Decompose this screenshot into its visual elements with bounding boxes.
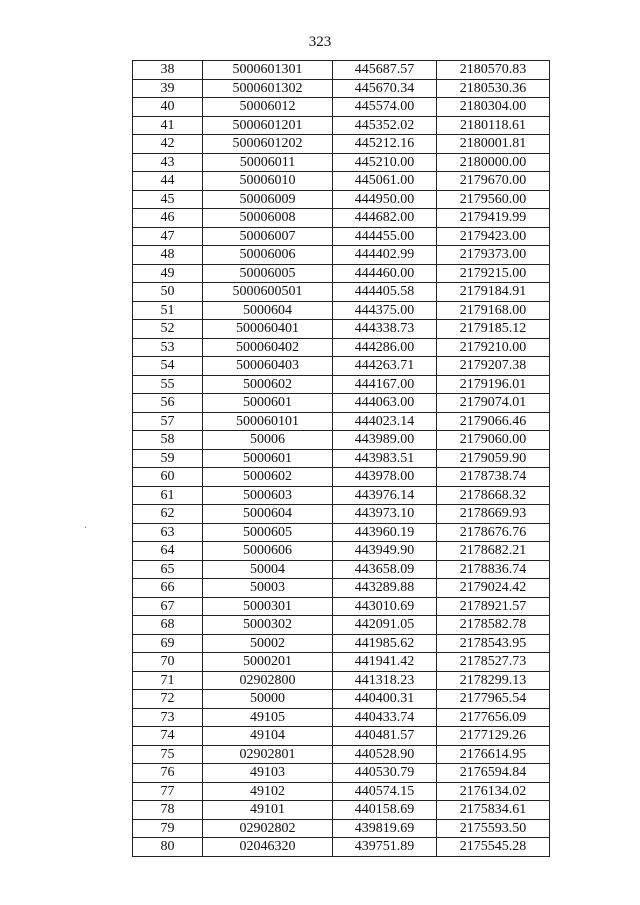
point-number-cell: 44 bbox=[133, 172, 203, 191]
point-number-cell: 76 bbox=[133, 764, 203, 783]
y-coordinate-cell: 2177965.54 bbox=[437, 690, 550, 709]
point-number-cell: 56 bbox=[133, 394, 203, 413]
x-coordinate-cell: 445352.02 bbox=[333, 116, 437, 135]
x-coordinate-cell: 442091.05 bbox=[333, 616, 437, 635]
point-number-cell: 62 bbox=[133, 505, 203, 524]
table-row bbox=[133, 264, 550, 283]
table-row bbox=[133, 560, 550, 579]
point-number-cell: 67 bbox=[133, 597, 203, 616]
table-row bbox=[133, 357, 550, 376]
point-number-cell: 43 bbox=[133, 153, 203, 172]
point-id-cell: 5000603 bbox=[203, 486, 333, 505]
table-row bbox=[133, 116, 550, 135]
table-row bbox=[133, 597, 550, 616]
point-id-cell: 50004 bbox=[203, 560, 333, 579]
point-id-cell: 5000302 bbox=[203, 616, 333, 635]
table-row bbox=[133, 764, 550, 783]
x-coordinate-cell: 443978.00 bbox=[333, 468, 437, 487]
point-number-cell: 68 bbox=[133, 616, 203, 635]
point-id-cell: 5000601301 bbox=[203, 61, 333, 80]
point-number-cell: 60 bbox=[133, 468, 203, 487]
point-number-cell: 63 bbox=[133, 523, 203, 542]
table-row bbox=[133, 431, 550, 450]
point-number-cell: 48 bbox=[133, 246, 203, 265]
point-id-cell: 5000605 bbox=[203, 523, 333, 542]
point-id-cell: 500060402 bbox=[203, 338, 333, 357]
table-row bbox=[133, 98, 550, 117]
x-coordinate-cell: 440574.15 bbox=[333, 782, 437, 801]
table-row bbox=[133, 394, 550, 413]
point-number-cell: 80 bbox=[133, 838, 203, 857]
x-coordinate-cell: 440530.79 bbox=[333, 764, 437, 783]
point-id-cell: 5000601 bbox=[203, 449, 333, 468]
table-row bbox=[133, 449, 550, 468]
page-number: 323 bbox=[308, 34, 332, 50]
y-coordinate-cell: 2178527.73 bbox=[437, 653, 550, 672]
x-coordinate-cell: 444950.00 bbox=[333, 190, 437, 209]
y-coordinate-cell: 2178682.21 bbox=[437, 542, 550, 561]
y-coordinate-cell: 2180001.81 bbox=[437, 135, 550, 154]
x-coordinate-cell: 444263.71 bbox=[333, 357, 437, 376]
table-row bbox=[133, 246, 550, 265]
y-coordinate-cell: 2180530.36 bbox=[437, 79, 550, 98]
y-coordinate-cell: 2178738.74 bbox=[437, 468, 550, 487]
table-row bbox=[133, 153, 550, 172]
point-number-cell: 41 bbox=[133, 116, 203, 135]
x-coordinate-cell: 444338.73 bbox=[333, 320, 437, 339]
point-number-cell: 40 bbox=[133, 98, 203, 117]
point-id-cell: 49102 bbox=[203, 782, 333, 801]
point-number-cell: 75 bbox=[133, 745, 203, 764]
table-row bbox=[133, 190, 550, 209]
point-id-cell: 49105 bbox=[203, 708, 333, 727]
point-id-cell: 5000604 bbox=[203, 301, 333, 320]
x-coordinate-cell: 440481.57 bbox=[333, 727, 437, 746]
y-coordinate-cell: 2178669.93 bbox=[437, 505, 550, 524]
x-coordinate-cell: 444286.00 bbox=[333, 338, 437, 357]
y-coordinate-cell: 2178676.76 bbox=[437, 523, 550, 542]
x-coordinate-cell: 439751.89 bbox=[333, 838, 437, 857]
point-id-cell: 5000201 bbox=[203, 653, 333, 672]
point-id-cell: 5000601 bbox=[203, 394, 333, 413]
y-coordinate-cell: 2176134.02 bbox=[437, 782, 550, 801]
point-number-cell: 51 bbox=[133, 301, 203, 320]
point-id-cell: 5000601302 bbox=[203, 79, 333, 98]
table-row bbox=[133, 634, 550, 653]
point-id-cell: 500060403 bbox=[203, 357, 333, 376]
table-row bbox=[133, 579, 550, 598]
y-coordinate-cell: 2179207.38 bbox=[437, 357, 550, 376]
point-number-cell: 78 bbox=[133, 801, 203, 820]
x-coordinate-cell: 443010.69 bbox=[333, 597, 437, 616]
table-row bbox=[133, 782, 550, 801]
y-coordinate-cell: 2176594.84 bbox=[437, 764, 550, 783]
x-coordinate-cell: 443949.90 bbox=[333, 542, 437, 561]
y-coordinate-cell: 2180000.00 bbox=[437, 153, 550, 172]
point-id-cell: 50006008 bbox=[203, 209, 333, 228]
y-coordinate-cell: 2179168.00 bbox=[437, 301, 550, 320]
x-coordinate-cell: 440158.69 bbox=[333, 801, 437, 820]
point-number-cell: 69 bbox=[133, 634, 203, 653]
coordinate-table bbox=[132, 60, 550, 857]
point-id-cell: 49103 bbox=[203, 764, 333, 783]
point-id-cell: 5000301 bbox=[203, 597, 333, 616]
point-number-cell: 52 bbox=[133, 320, 203, 339]
x-coordinate-cell: 444402.99 bbox=[333, 246, 437, 265]
point-number-cell: 42 bbox=[133, 135, 203, 154]
x-coordinate-cell: 441941.42 bbox=[333, 653, 437, 672]
x-coordinate-cell: 440528.90 bbox=[333, 745, 437, 764]
point-id-cell: 50000 bbox=[203, 690, 333, 709]
y-coordinate-cell: 2175545.28 bbox=[437, 838, 550, 857]
point-number-cell: 46 bbox=[133, 209, 203, 228]
x-coordinate-cell: 443658.09 bbox=[333, 560, 437, 579]
point-id-cell: 02902802 bbox=[203, 819, 333, 838]
table-row bbox=[133, 542, 550, 561]
table-row bbox=[133, 801, 550, 820]
point-number-cell: 47 bbox=[133, 227, 203, 246]
table-row bbox=[133, 745, 550, 764]
point-id-cell: 49104 bbox=[203, 727, 333, 746]
point-number-cell: 64 bbox=[133, 542, 203, 561]
x-coordinate-cell: 445212.16 bbox=[333, 135, 437, 154]
y-coordinate-cell: 2178668.32 bbox=[437, 486, 550, 505]
x-coordinate-cell: 443989.00 bbox=[333, 431, 437, 450]
y-coordinate-cell: 2179419.99 bbox=[437, 209, 550, 228]
y-coordinate-cell: 2179215.00 bbox=[437, 264, 550, 283]
y-coordinate-cell: 2179184.91 bbox=[437, 283, 550, 302]
x-coordinate-cell: 439819.69 bbox=[333, 819, 437, 838]
table-row bbox=[133, 838, 550, 857]
table-row bbox=[133, 283, 550, 302]
point-number-cell: 70 bbox=[133, 653, 203, 672]
point-number-cell: 77 bbox=[133, 782, 203, 801]
table-row bbox=[133, 338, 550, 357]
x-coordinate-cell: 445061.00 bbox=[333, 172, 437, 191]
point-number-cell: 79 bbox=[133, 819, 203, 838]
point-id-cell: 5000602 bbox=[203, 375, 333, 394]
y-coordinate-cell: 2179373.00 bbox=[437, 246, 550, 265]
table-row bbox=[133, 708, 550, 727]
point-id-cell: 5000601202 bbox=[203, 135, 333, 154]
table-row bbox=[133, 412, 550, 431]
point-number-cell: 55 bbox=[133, 375, 203, 394]
point-number-cell: 65 bbox=[133, 560, 203, 579]
table-row bbox=[133, 616, 550, 635]
point-id-cell: 50006009 bbox=[203, 190, 333, 209]
x-coordinate-cell: 445687.57 bbox=[333, 61, 437, 80]
point-id-cell: 5000604 bbox=[203, 505, 333, 524]
y-coordinate-cell: 2179560.00 bbox=[437, 190, 550, 209]
x-coordinate-cell: 440400.31 bbox=[333, 690, 437, 709]
coordinate-table-body bbox=[133, 61, 550, 857]
point-id-cell: 5000601201 bbox=[203, 116, 333, 135]
point-number-cell: 72 bbox=[133, 690, 203, 709]
y-coordinate-cell: 2179066.46 bbox=[437, 412, 550, 431]
point-number-cell: 39 bbox=[133, 79, 203, 98]
y-coordinate-cell: 2179185.12 bbox=[437, 320, 550, 339]
point-number-cell: 58 bbox=[133, 431, 203, 450]
point-id-cell: 50006 bbox=[203, 431, 333, 450]
table-row bbox=[133, 61, 550, 80]
x-coordinate-cell: 444455.00 bbox=[333, 227, 437, 246]
x-coordinate-cell: 441318.23 bbox=[333, 671, 437, 690]
point-number-cell: 57 bbox=[133, 412, 203, 431]
point-number-cell: 50 bbox=[133, 283, 203, 302]
point-number-cell: 59 bbox=[133, 449, 203, 468]
x-coordinate-cell: 443960.19 bbox=[333, 523, 437, 542]
point-id-cell: 5000602 bbox=[203, 468, 333, 487]
point-id-cell: 50006010 bbox=[203, 172, 333, 191]
table-row bbox=[133, 227, 550, 246]
x-coordinate-cell: 441985.62 bbox=[333, 634, 437, 653]
point-id-cell: 50006011 bbox=[203, 153, 333, 172]
point-number-cell: 45 bbox=[133, 190, 203, 209]
y-coordinate-cell: 2175593.50 bbox=[437, 819, 550, 838]
point-number-cell: 73 bbox=[133, 708, 203, 727]
point-number-cell: 53 bbox=[133, 338, 203, 357]
table-row bbox=[133, 505, 550, 524]
table-row bbox=[133, 172, 550, 191]
y-coordinate-cell: 2179210.00 bbox=[437, 338, 550, 357]
y-coordinate-cell: 2175834.61 bbox=[437, 801, 550, 820]
point-number-cell: 49 bbox=[133, 264, 203, 283]
x-coordinate-cell: 444167.00 bbox=[333, 375, 437, 394]
point-id-cell: 50006006 bbox=[203, 246, 333, 265]
y-coordinate-cell: 2177656.09 bbox=[437, 708, 550, 727]
y-coordinate-cell: 2179196.01 bbox=[437, 375, 550, 394]
y-coordinate-cell: 2179423.00 bbox=[437, 227, 550, 246]
table-row bbox=[133, 671, 550, 690]
x-coordinate-cell: 444063.00 bbox=[333, 394, 437, 413]
table-row bbox=[133, 468, 550, 487]
point-id-cell: 02902801 bbox=[203, 745, 333, 764]
x-coordinate-cell: 443289.88 bbox=[333, 579, 437, 598]
point-id-cell: 50006005 bbox=[203, 264, 333, 283]
point-number-cell: 66 bbox=[133, 579, 203, 598]
point-id-cell: 500060101 bbox=[203, 412, 333, 431]
y-coordinate-cell: 2180118.61 bbox=[437, 116, 550, 135]
x-coordinate-cell: 444460.00 bbox=[333, 264, 437, 283]
y-coordinate-cell: 2180304.00 bbox=[437, 98, 550, 117]
point-number-cell: 38 bbox=[133, 61, 203, 80]
y-coordinate-cell: 2176614.95 bbox=[437, 745, 550, 764]
x-coordinate-cell: 445210.00 bbox=[333, 153, 437, 172]
x-coordinate-cell: 443976.14 bbox=[333, 486, 437, 505]
table-row bbox=[133, 819, 550, 838]
table-row bbox=[133, 727, 550, 746]
point-id-cell: 50002 bbox=[203, 634, 333, 653]
x-coordinate-cell: 444405.58 bbox=[333, 283, 437, 302]
x-coordinate-cell: 440433.74 bbox=[333, 708, 437, 727]
point-id-cell: 02046320 bbox=[203, 838, 333, 857]
point-number-cell: 71 bbox=[133, 671, 203, 690]
y-coordinate-cell: 2180570.83 bbox=[437, 61, 550, 80]
y-coordinate-cell: 2179059.90 bbox=[437, 449, 550, 468]
y-coordinate-cell: 2178921.57 bbox=[437, 597, 550, 616]
table-row bbox=[133, 301, 550, 320]
y-coordinate-cell: 2178836.74 bbox=[437, 560, 550, 579]
point-id-cell: 5000606 bbox=[203, 542, 333, 561]
x-coordinate-cell: 443983.51 bbox=[333, 449, 437, 468]
x-coordinate-cell: 444682.00 bbox=[333, 209, 437, 228]
x-coordinate-cell: 444023.14 bbox=[333, 412, 437, 431]
table-row bbox=[133, 375, 550, 394]
table-row bbox=[133, 690, 550, 709]
margin-mark: · bbox=[84, 523, 88, 534]
y-coordinate-cell: 2179024.42 bbox=[437, 579, 550, 598]
table-row bbox=[133, 320, 550, 339]
point-id-cell: 5000600501 bbox=[203, 283, 333, 302]
x-coordinate-cell: 444375.00 bbox=[333, 301, 437, 320]
table-row bbox=[133, 653, 550, 672]
y-coordinate-cell: 2179670.00 bbox=[437, 172, 550, 191]
y-coordinate-cell: 2177129.26 bbox=[437, 727, 550, 746]
y-coordinate-cell: 2178299.13 bbox=[437, 671, 550, 690]
point-number-cell: 61 bbox=[133, 486, 203, 505]
point-number-cell: 54 bbox=[133, 357, 203, 376]
y-coordinate-cell: 2178582.78 bbox=[437, 616, 550, 635]
y-coordinate-cell: 2179060.00 bbox=[437, 431, 550, 450]
table-row bbox=[133, 135, 550, 154]
point-id-cell: 500060401 bbox=[203, 320, 333, 339]
y-coordinate-cell: 2179074.01 bbox=[437, 394, 550, 413]
point-id-cell: 02902800 bbox=[203, 671, 333, 690]
table-row bbox=[133, 486, 550, 505]
x-coordinate-cell: 445670.34 bbox=[333, 79, 437, 98]
point-id-cell: 49101 bbox=[203, 801, 333, 820]
y-coordinate-cell: 2178543.95 bbox=[437, 634, 550, 653]
x-coordinate-cell: 445574.00 bbox=[333, 98, 437, 117]
table-row bbox=[133, 79, 550, 98]
point-id-cell: 50006012 bbox=[203, 98, 333, 117]
point-id-cell: 50003 bbox=[203, 579, 333, 598]
table-row bbox=[133, 523, 550, 542]
point-number-cell: 74 bbox=[133, 727, 203, 746]
table-row bbox=[133, 209, 550, 228]
point-id-cell: 50006007 bbox=[203, 227, 333, 246]
x-coordinate-cell: 443973.10 bbox=[333, 505, 437, 524]
